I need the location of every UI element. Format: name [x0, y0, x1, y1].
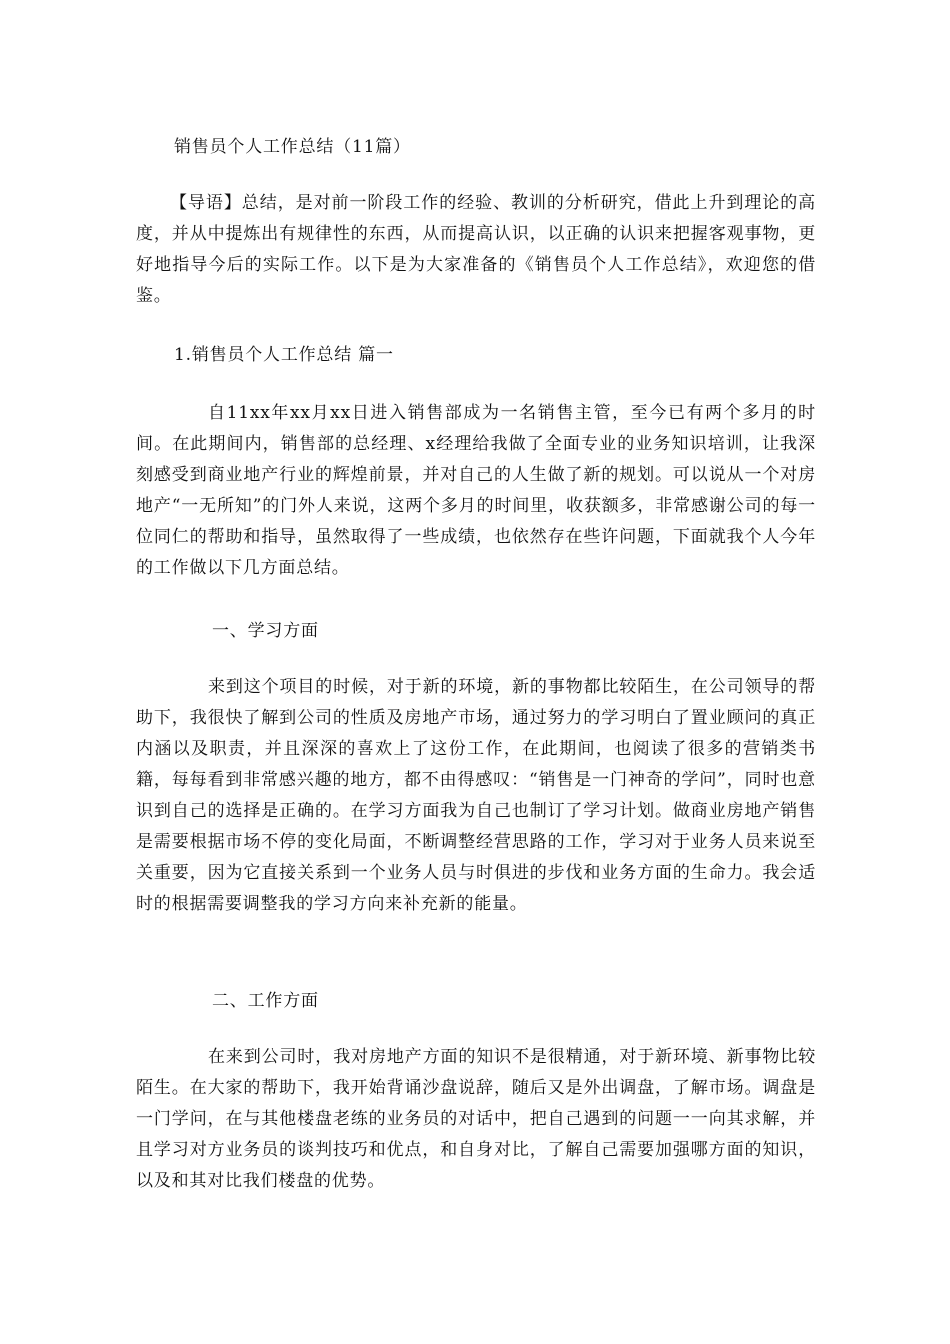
paragraph-work: 在来到公司时，我对房地产方面的知识不是很精通，对于新环境、新事物比较陌生。在大家的帮助下，我开始背诵沙盘说辞，随后又是外出调盘，了解市场。调盘是一门学问，在与其他楼盘老练的业务员的对话中，把自己遇到的问题一一向其求解，并且学习对方业务员的谈判技巧和优点，和自身对比，了解自己需要加强哪方面的知识，以及和其对比我们楼盘的优势。	[136, 1047, 816, 1191]
paragraph-study: 来到这个项目的时候，对于新的环境，新的事物都比较陌生，在公司领导的帮助下，我很快了解到公司的性质及房地产市场，通过努力的学习明白了置业顾问的真正内涵以及职责，并且深深的喜欢上了这份工作，在此期间，也阅读了很多的营销类书籍，每每看到非常感兴趣的地方，都不由得感叹：“销售是一门神奇的学问”，同时也意识到自己的选择是正确的。在学习方面我为自己也制订了学习计划。做商业房地产销售是需要根据市场不停的变化局面，不断调整经营思路的工作，学习对于业务人员来说至关重要，因为它直接关系到一个业务人员与时俱进的步伐和业务方面的生命力。我会适时的根据需要调整我的学习方向来补充新的能量。	[136, 677, 816, 914]
intro-paragraph: 【导语】总结，是对前一阶段工作的经验、教训的分析研究，借此上升到理论的高度，并从中提炼出有规律性的东西，从而提高认识，以正确的认识来把握客观事物，更好地指导今后的实际工作。以下是为大家准备的《销售员个人工作总结》，欢迎您的借鉴。	[136, 193, 816, 306]
heading-work: 二、工作方面	[212, 991, 319, 1011]
document-title: 销售员个人工作总结（11篇）	[174, 137, 411, 157]
paragraph-intro-work: 自11xx年xx月xx日进入销售部成为一名销售主管，至今已有两个多月的时间。在此期间内，销售部的总经理、x经理给我做了全面专业的业务知识培训，让我深刻感受到商业地产行业的辉煌前景，并对自己的人生做了新的规划。可以说从一个对房地产“一无所知”的门外人来说，这两个多月的时间里，收获额多，非常感谢公司的每一位同仁的帮助和指导，虽然取得了一些成绩，也依然存在些许问题，下面就我个人今年的工作做以下几方面总结。	[136, 403, 816, 578]
heading-study: 一、学习方面	[212, 621, 319, 641]
section-title: 1.销售员个人工作总结 篇一	[174, 345, 394, 365]
